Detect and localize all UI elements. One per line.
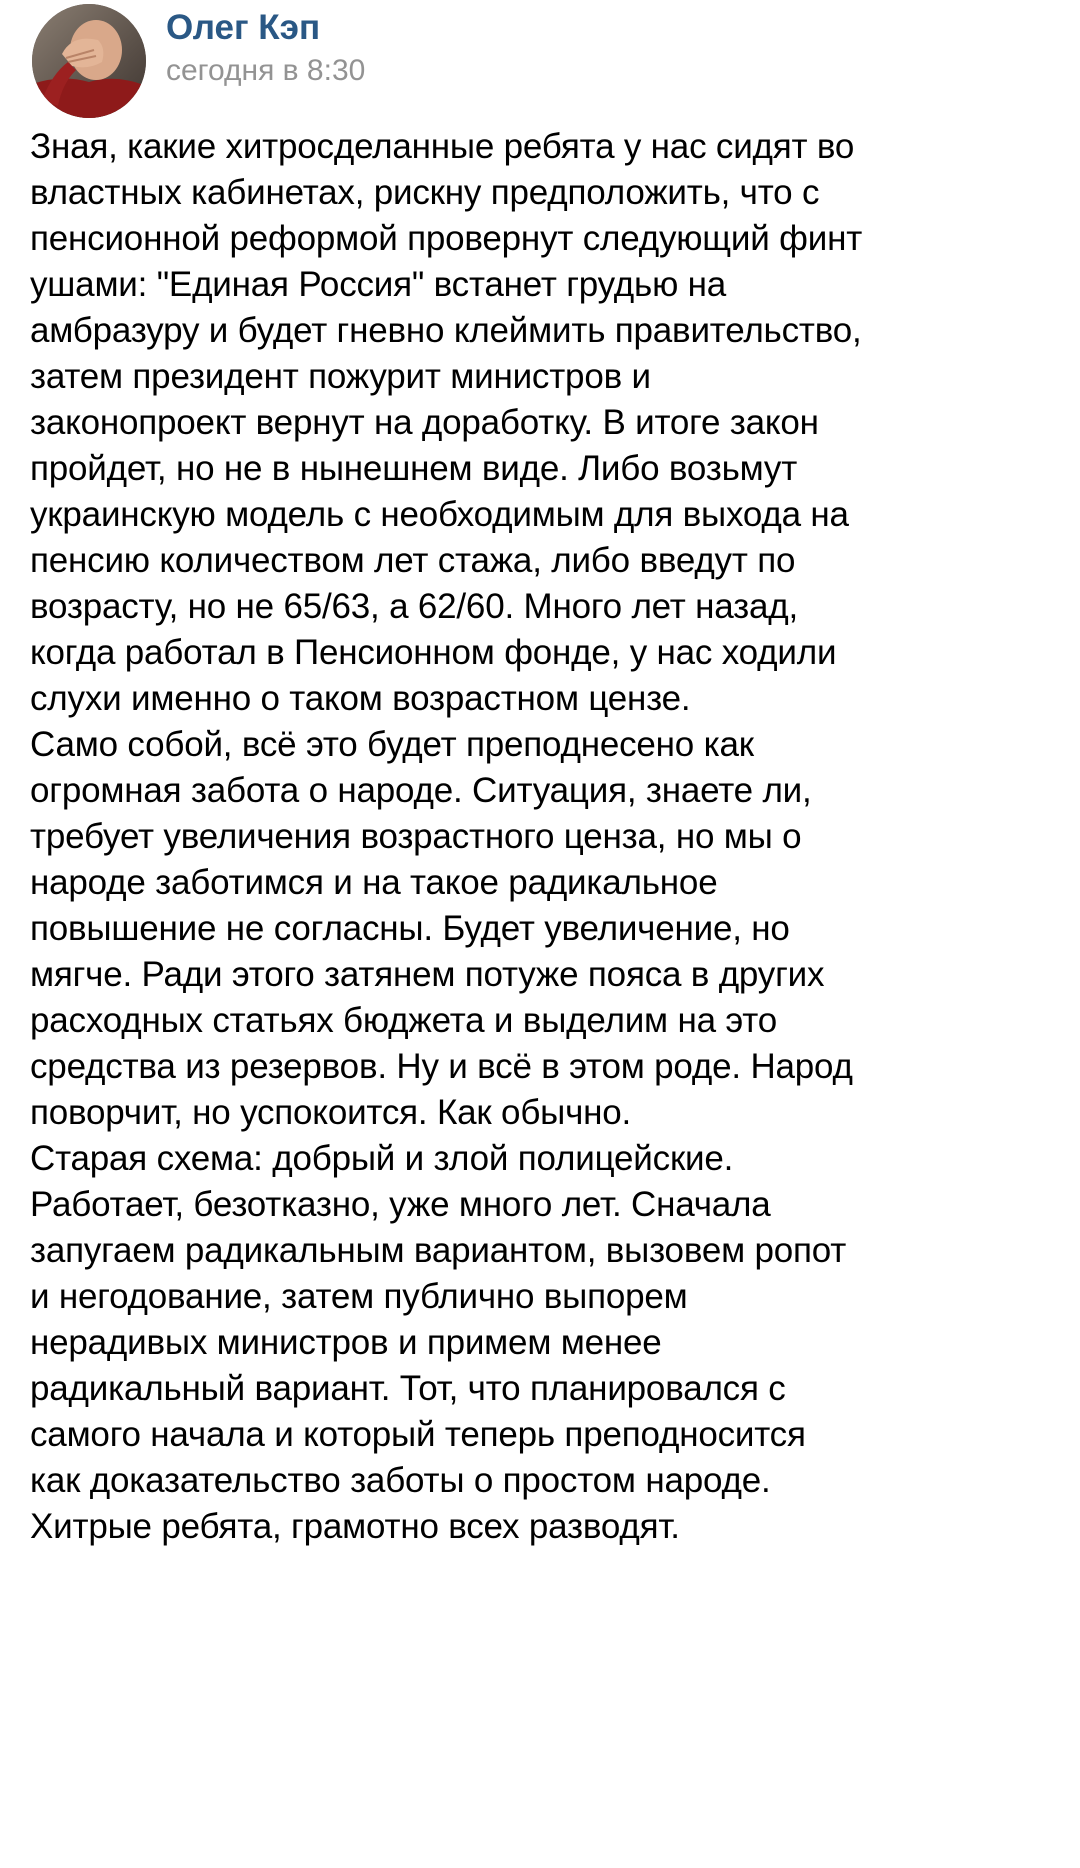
post-text (30, 124, 1060, 1550)
post-text-line: поворчит, но успокоится. Как обычно. (30, 1093, 632, 1132)
avatar-photo-facepalm-icon (32, 4, 146, 118)
post-text-line: пенсию количеством лет стажа, либо введут по (30, 541, 796, 580)
post-text-line: как доказательство заботы о простом народе. (30, 1461, 771, 1500)
post-header (28, 0, 1028, 130)
post-text-line: радикальный вариант. Тот, что планировался с (30, 1369, 786, 1408)
author-avatar[interactable] (32, 4, 146, 118)
post-text-line: амбразуру и будет гневно клеймить правительство, (30, 311, 862, 350)
post-text-line: Само собой, всё это будет преподнесено как (30, 725, 754, 764)
post-text-line: пенсионной реформой провернут следующий финт (30, 219, 863, 258)
post-text-line: нерадивых министров и примем менее (30, 1323, 662, 1362)
post-timestamp[interactable]: сегодня в 8:30 (166, 54, 366, 87)
post-text-line: украинскую модель с необходимым для выхода на (30, 495, 849, 534)
post-text-line: самого начала и который теперь преподносится (30, 1415, 806, 1454)
post-text-line: Зная, какие хитросделанные ребята у нас сидят во (30, 127, 855, 166)
author-name-link[interactable]: Олег Кэп (166, 8, 321, 47)
post-text-line: законопроект вернут на доработку. В итоге закон (30, 403, 819, 442)
post-text-line: Старая схема: добрый и злой полицейские. (30, 1139, 734, 1178)
post-text-line: огромная забота о народе. Ситуация, знаете ли, (30, 771, 812, 810)
post-text-line: Работает, безотказно, уже много лет. Сначала (30, 1185, 771, 1224)
post-text-line: расходных статьях бюджета и выделим на это (30, 1001, 777, 1040)
post-text-line: властных кабинетах, рискну предположить, что с (30, 173, 820, 212)
post-text-line: требует увеличения возрастного ценза, но мы о (30, 817, 802, 856)
post-text-line: средства из резервов. Ну и всё в этом роде. Народ (30, 1047, 853, 1086)
post-text-line: повышение не согласны. Будет увеличение, но (30, 909, 790, 948)
post-text-line: народе заботимся и на такое радикальное (30, 863, 718, 902)
post-text-line: затем президент пожурит министров и (30, 357, 651, 396)
post-text-line: слухи именно о таком возрастном цензе. (30, 679, 691, 718)
post-text-line: пройдет, но не в нынешнем виде. Либо возьмут (30, 449, 798, 488)
post-text-line: возрасту, но не 65/63, а 62/60. Много лет назад, (30, 587, 798, 626)
post-text-line: и негодование, затем публично выпорем (30, 1277, 688, 1316)
post-text-line: когда работал в Пенсионном фонде, у нас ходили (30, 633, 837, 672)
post-text-line: ушами: "Единая Россия" встанет грудью на (30, 265, 727, 304)
post-text-line: Хитрые ребята, грамотно всех разводят. (30, 1507, 680, 1546)
post-text-line: мягче. Ради этого затянем потуже пояса в других (30, 955, 825, 994)
post-text-line: запугаем радикальным вариантом, вызовем ропот (30, 1231, 847, 1270)
